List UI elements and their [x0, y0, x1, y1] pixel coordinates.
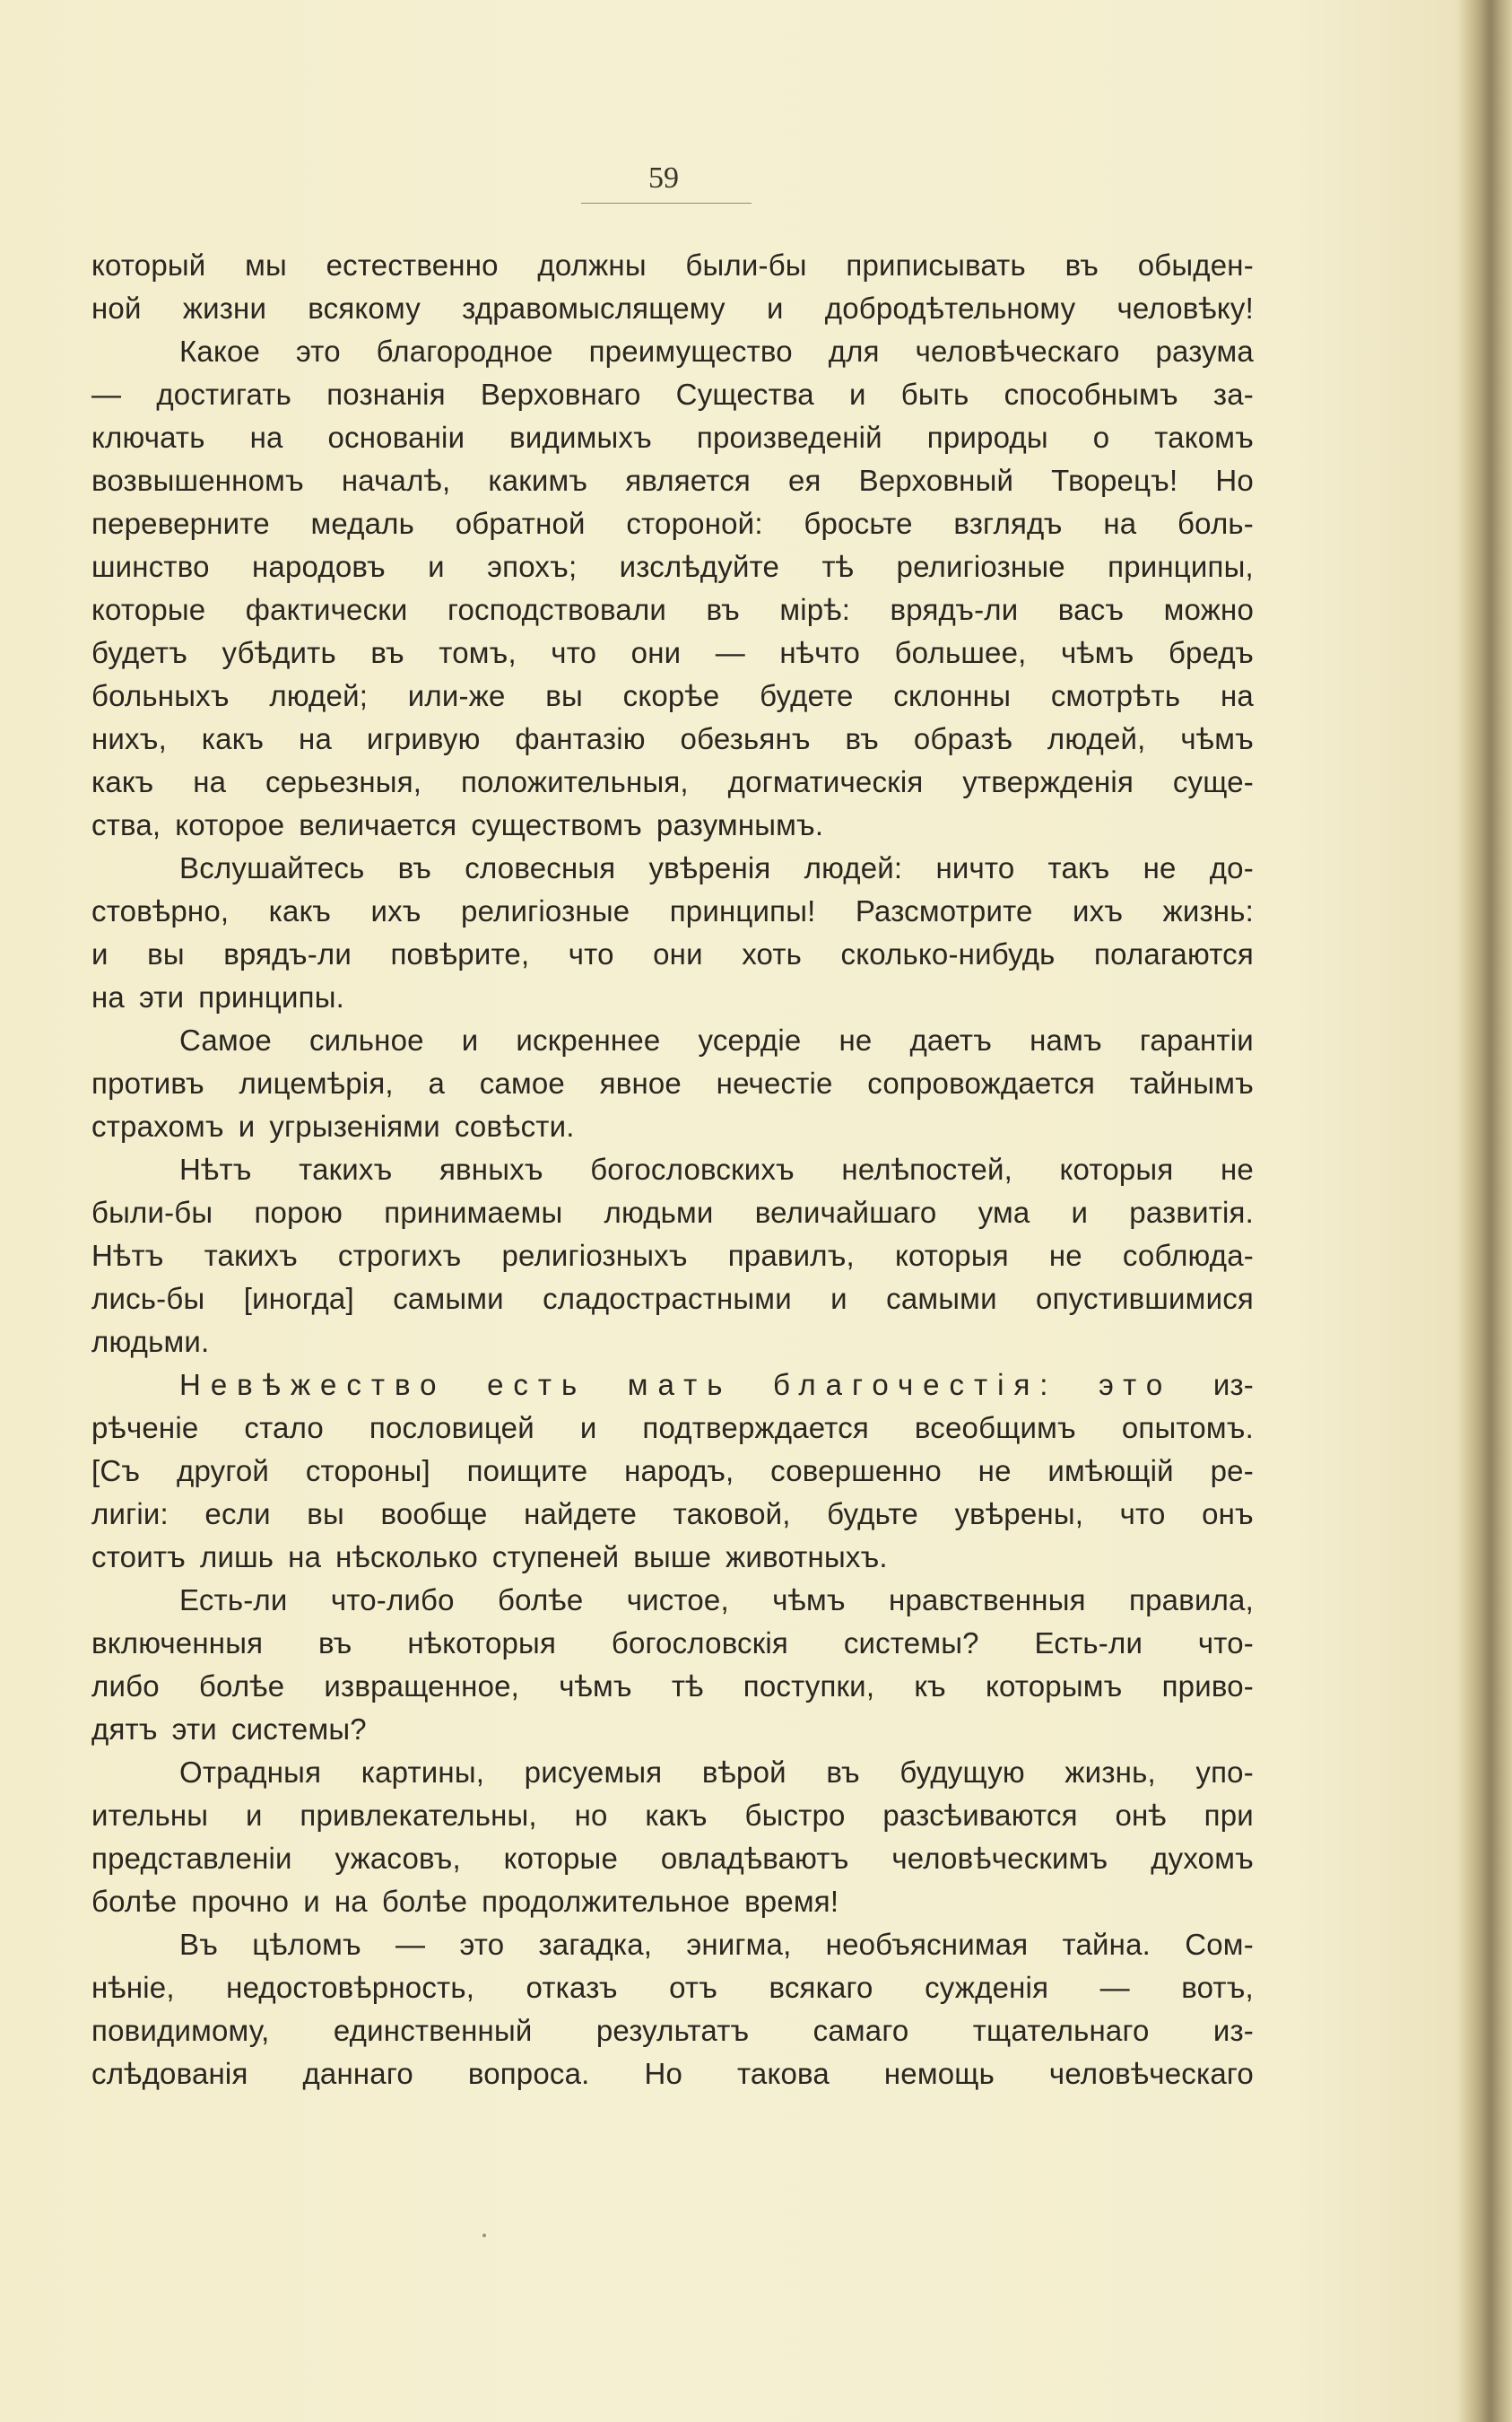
text-line: болѣе прочно и на болѣе продолжительное время! — [91, 1885, 839, 1918]
text-line: ключать на основаніи видимыхъ произведеній природы о такомъ — [91, 421, 1254, 454]
text-line: Нѣтъ такихъ явныхъ богословскихъ нелѣпостей, которыя не — [179, 1153, 1254, 1186]
text-line: переверните медаль обратной стороной: бросьте взглядъ на боль- — [91, 507, 1254, 540]
text-line: людьми. — [91, 1325, 210, 1358]
text-line: [Съ другой стороны] поищите народъ, совершенно не имѣющій ре- — [91, 1454, 1254, 1487]
body-text — [91, 244, 1254, 2095]
text-line: лигіи: если вы вообще найдете таковой, будьте увѣрены, что онъ — [91, 1497, 1254, 1530]
text-line: Есть-ли что-либо болѣе чистое, чѣмъ нравственныя правила, — [179, 1583, 1254, 1616]
text-line: нихъ, какъ на игривую фантазію обезьянъ въ образѣ людей, чѣмъ — [91, 722, 1254, 755]
text-line: и вы врядъ-ли повѣрите, что они хоть сколько-нибудь полагаются — [91, 937, 1254, 971]
text-line: больныхъ людей; или-же вы скорѣе будете склонны смотрѣть на — [91, 679, 1254, 712]
text-line: Нѣтъ такихъ строгихъ религіозныхъ правилъ, которыя не соблюда- — [91, 1239, 1254, 1272]
text-line: Самое сильное и искреннее усердіе не даетъ намъ гарантіи — [179, 1024, 1254, 1057]
text-line: будетъ убѣдить въ томъ, что они — нѣчто большее, чѣмъ бредъ — [91, 636, 1254, 669]
paper-speck — [482, 2234, 486, 2237]
text-line: были-бы порою принимаемы людьми величайшаго ума и развитія. — [91, 1196, 1254, 1229]
text-line: на эти принципы. — [91, 980, 345, 1014]
text-line: страхомъ и угрызеніями совѣсти. — [91, 1110, 575, 1143]
text-line: стовѣрно, какъ ихъ религіозные принципы! Разсмотрите ихъ жизнь: — [91, 894, 1254, 928]
text-line: какъ на серьезныя, положительныя, догматическія утвержденія суще- — [91, 765, 1254, 798]
text-line: ства, которое величается существомъ разумнымъ. — [91, 808, 824, 841]
text-line: лись-бы [иногда] самыми сладострастными и самыми опустившимися — [91, 1282, 1254, 1315]
text-line: шинство народовъ и эпохъ; изслѣдуйте тѣ религіозные принципы, — [91, 550, 1254, 583]
page-number: 59 — [648, 161, 679, 195]
text-line: противъ лицемѣрія, а самое явное нечестіе сопровождается тайнымъ — [91, 1067, 1254, 1100]
text-line: стоитъ лишь на нѣсколько ступеней выше животныхъ. — [91, 1540, 888, 1573]
text-line: слѣдованія даннаго вопроса. Но такова немощь человѣческаго — [91, 2057, 1254, 2090]
text-line: нѣніе, недостовѣрность, отказъ отъ всякаго сужденія — вотъ, — [91, 1971, 1254, 2004]
text-line: дятъ эти системы? — [91, 1712, 367, 1746]
text-line: Невѣжество есть мать благочестія: это из- — [179, 1368, 1254, 1401]
text-line: ной жизни всякому здравомыслящему и добродѣтельному человѣку! — [91, 292, 1254, 325]
text-line: повидимому, единственный результатъ самаго тщательнаго из- — [91, 2014, 1254, 2047]
text-line: рѣченіе стало пословицей и подтверждается всеобщимъ опытомъ. — [91, 1411, 1254, 1444]
text-line: включенныя въ нѣкоторыя богословскія системы? Есть-ли что- — [91, 1626, 1254, 1660]
text-line: — достигать познанія Верховнаго Существа и быть способнымъ за- — [91, 378, 1254, 411]
text-line: ительны и привлекательны, но какъ быстро разсѣиваются онѣ при — [91, 1799, 1254, 1832]
page-number-rule — [581, 203, 752, 204]
text-line: возвышенномъ началѣ, какимъ является ея Верховный Творецъ! Но — [91, 464, 1254, 497]
text-line: Вслушайтесь въ словесныя увѣренія людей: ничто такъ не до- — [179, 851, 1254, 884]
text-line: Какое это благородное преимущество для человѣческаго разума — [179, 335, 1254, 368]
text-line: либо болѣе извращенное, чѣмъ тѣ поступки, къ которымъ приво- — [91, 1669, 1254, 1703]
text-line: Отрадныя картины, рисуемыя вѣрой въ будущую жизнь, упо- — [179, 1756, 1254, 1789]
text-line: который мы естественно должны были-бы приписывать въ обыден- — [91, 248, 1254, 282]
text-line: Въ цѣломъ — это загадка, энигма, необъяснимая тайна. Сом- — [179, 1928, 1254, 1961]
book-spine-edge — [1458, 0, 1512, 2422]
text-line: которые фактически господствовали въ мірѣ: врядъ-ли васъ можно — [91, 593, 1254, 626]
text-line: представленіи ужасовъ, которые овладѣваютъ человѣческимъ духомъ — [91, 1842, 1254, 1875]
